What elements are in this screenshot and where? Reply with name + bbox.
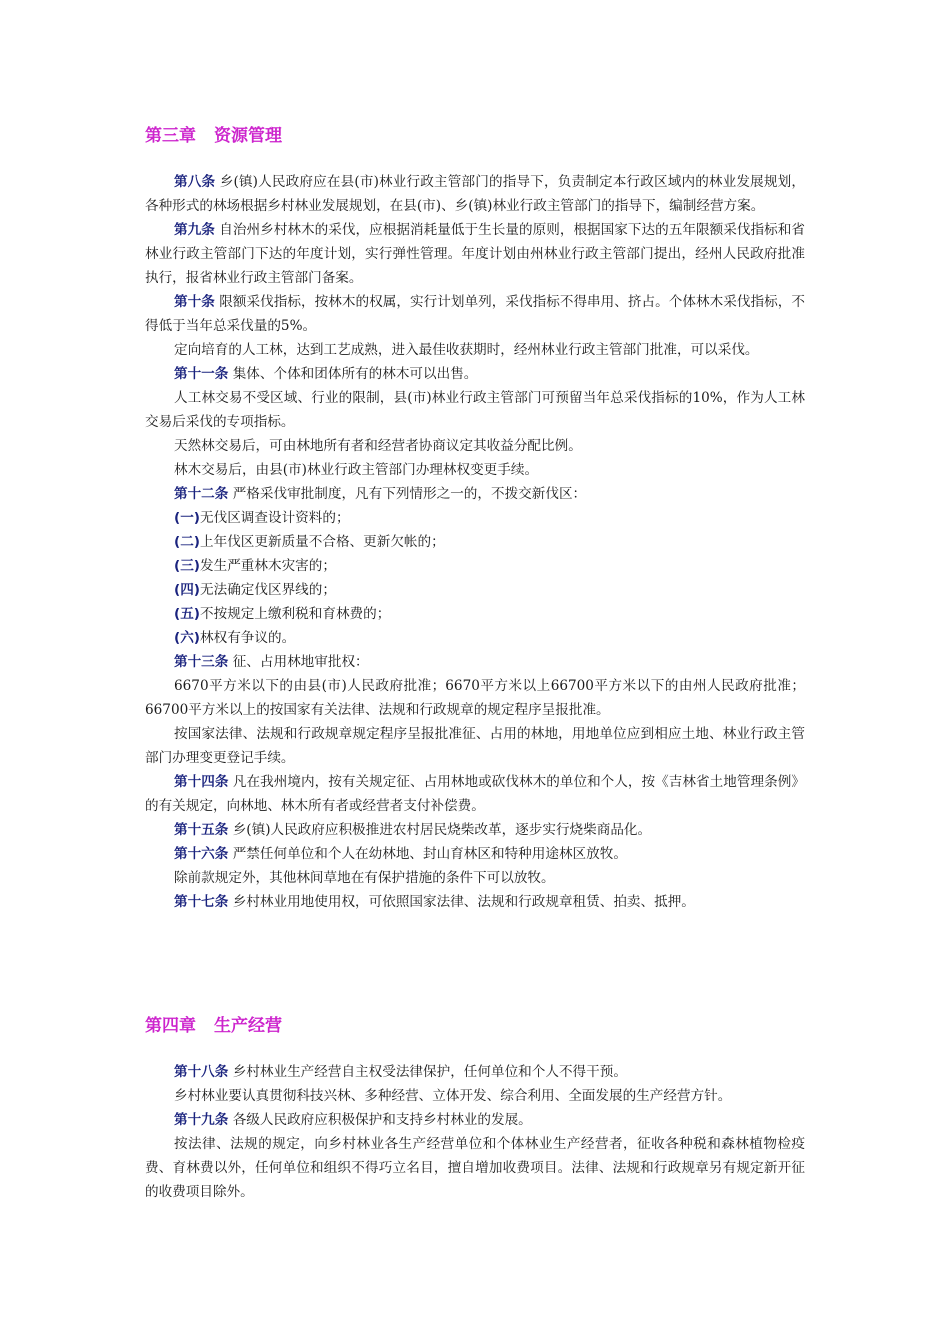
article-15 bbox=[145, 818, 805, 842]
list-item bbox=[145, 602, 805, 626]
list-item bbox=[145, 578, 805, 602]
paragraph: 林木交易后，由县(市)林业行政主管部门办理林权变更手续。 bbox=[174, 462, 539, 478]
chapter-3-body bbox=[145, 170, 805, 914]
article-18 bbox=[145, 1060, 805, 1084]
paragraph: 乡村林业要认真贯彻科技兴林、多种经营、立体开发、综合利用、全面发展的生产经营方针。 bbox=[174, 1088, 732, 1104]
item-number: (四) bbox=[174, 582, 201, 598]
list-item bbox=[145, 506, 805, 530]
list-item bbox=[145, 626, 805, 650]
item-text: 不按规定上缴利税和育林费的； bbox=[200, 606, 391, 622]
article-label: 第十七条 bbox=[174, 894, 229, 910]
article-label: 第十八条 bbox=[174, 1064, 229, 1080]
article-label: 第十九条 bbox=[174, 1112, 229, 1128]
article-label: 第十五条 bbox=[174, 822, 229, 838]
chapter-3-heading bbox=[145, 124, 282, 148]
article-text: 征、占用林地审批权： bbox=[232, 654, 369, 670]
article-13 bbox=[145, 650, 805, 674]
article-label: 第八条 bbox=[174, 174, 216, 190]
list-item bbox=[145, 554, 805, 578]
item-text: 无法确定伐区界线的； bbox=[200, 582, 336, 598]
chapter-number: 第三章 bbox=[145, 126, 196, 146]
article-text: 各级人民政府应积极保护和支持乡村林业的发展。 bbox=[232, 1112, 532, 1128]
article-text: 严禁任何单位和个人在幼林地、封山育林区和特种用途林区放牧。 bbox=[232, 846, 627, 862]
item-text: 上年伐区更新质量不合格、更新欠帐的； bbox=[200, 534, 445, 550]
item-number: (六) bbox=[174, 630, 201, 646]
article-text: 自治州乡村林木的采伐，应根据消耗量低于生长量的原则，根据国家下达的五年限额采伐指标和省林业行政主管部门下达的年度计划，实行弹性管理。年度计划由州林业行政主管部门提出，经州人民政府批准执行，报省林业行政主管部门备案。 bbox=[145, 222, 806, 286]
article-label: 第十条 bbox=[174, 294, 215, 310]
article-text: 凡在我州境内，按有关规定征、占用林地或砍伐林木的单位和个人，按《吉林省土地管理条例》的有关规定，向林地、林木所有者或经营者支付补偿费。 bbox=[145, 774, 806, 814]
article-label: 第十三条 bbox=[174, 654, 229, 670]
article-text: 乡(镇)人民政府应积极推进农村居民烧柴改革，逐步实行烧柴商品化。 bbox=[232, 822, 652, 838]
item-number: (二) bbox=[174, 534, 201, 550]
article-14 bbox=[145, 770, 805, 818]
article-label: 第十一条 bbox=[174, 366, 229, 382]
article-19 bbox=[145, 1108, 805, 1132]
article-text: 集体、个体和团体所有的林木可以出售。 bbox=[232, 366, 478, 382]
chapter-number: 第四章 bbox=[145, 1016, 196, 1036]
article-8 bbox=[145, 170, 805, 218]
paragraph: 按国家法律、法规和行政规章规定程序呈报批准征、占用的林地，用地单位应到相应土地、林业行政主管部门办理变更登记手续。 bbox=[145, 726, 805, 766]
article-label: 第十二条 bbox=[174, 486, 229, 502]
chapter-4-body bbox=[145, 1060, 805, 1204]
list-item bbox=[145, 530, 805, 554]
article-10 bbox=[145, 290, 805, 338]
article-16 bbox=[145, 842, 805, 866]
article-label: 第十六条 bbox=[174, 846, 229, 862]
paragraph: 定向培育的人工林，达到工艺成熟，进入最佳收获期时，经州林业行政主管部门批准，可以采伐。 bbox=[174, 342, 759, 358]
paragraph: 人工林交易不受区域、行业的限制，县(市)林业行政主管部门可预留当年总采伐指标的10%，作为人工林交易后采伐的专项指标。 bbox=[145, 390, 805, 430]
item-number: (三) bbox=[174, 558, 201, 574]
article-text: 限额采伐指标，按林木的权属，实行计划单列，采伐指标不得串用、挤占。个体林木采伐指标，不得低于当年总采伐量的5%。 bbox=[145, 294, 806, 334]
item-text: 无伐区调查设计资料的； bbox=[200, 510, 350, 526]
article-text: 乡村林业用地使用权，可依照国家法律、法规和行政规章租赁、拍卖、抵押。 bbox=[232, 894, 695, 910]
item-text: 林权有争议的。 bbox=[200, 630, 296, 646]
article-17 bbox=[145, 890, 805, 914]
article-text: 乡(镇)人民政府应在县(市)林业行政主管部门的指导下，负责制定本行政区域内的林业发展规划，各种形式的林场根据乡村林业发展规划，在县(市)、乡(镇)林业行政主管部门的指导下，编制经营方案。 bbox=[145, 174, 806, 214]
article-label: 第十四条 bbox=[174, 774, 229, 790]
paragraph: 6670平方米以下的由县(市)人民政府批准；6670平方米以上66700平方米以下的由州人民政府批准；66700平方米以上的按国家有关法律、法规和行政规章的规定程序呈报批准。 bbox=[145, 678, 805, 718]
article-9 bbox=[145, 218, 805, 290]
article-text: 严格采伐审批制度，凡有下列情形之一的，不拨交新伐区： bbox=[232, 486, 587, 502]
paragraph: 天然林交易后，可由林地所有者和经营者协商议定其收益分配比例。 bbox=[174, 438, 582, 454]
item-text: 发生严重林木灾害的； bbox=[200, 558, 336, 574]
item-number: (一) bbox=[174, 510, 201, 526]
article-12 bbox=[145, 482, 805, 506]
article-11 bbox=[145, 362, 805, 386]
chapter-title: 生产经营 bbox=[214, 1016, 282, 1036]
chapter-title: 资源管理 bbox=[214, 126, 282, 146]
paragraph: 除前款规定外，其他林间草地在有保护措施的条件下可以放牧。 bbox=[174, 870, 555, 886]
paragraph: 按法律、法规的规定，向乡村林业各生产经营单位和个体林业生产经营者，征收各种税和森林植物检疫费、育林费以外，任何单位和组织不得巧立名目，擅自增加收费项目。法律、法规和行政规章另有规定新开征的收费项目除外。 bbox=[145, 1136, 805, 1200]
article-label: 第九条 bbox=[174, 222, 215, 238]
article-text: 乡村林业生产经营自主权受法律保护，任何单位和个人不得干预。 bbox=[232, 1064, 627, 1080]
chapter-4-heading bbox=[145, 1014, 282, 1038]
item-number: (五) bbox=[174, 606, 201, 622]
